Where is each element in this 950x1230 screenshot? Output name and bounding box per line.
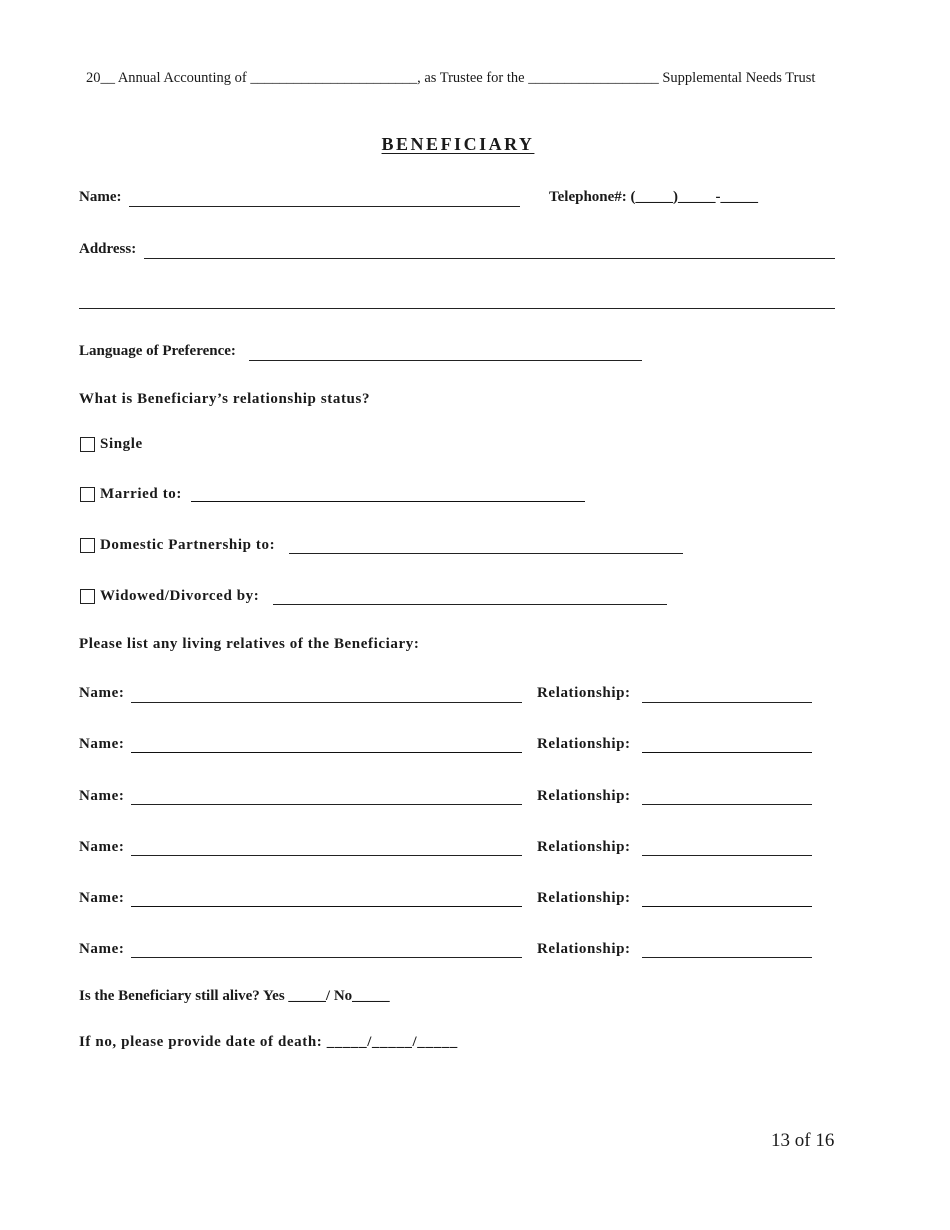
relative-name-label: Name: [79, 839, 125, 855]
page-number: 13 of 16 [771, 1130, 835, 1151]
relative-relationship-field[interactable] [642, 702, 812, 703]
domestic-partnership-field[interactable] [289, 553, 683, 554]
running-header: 20__ Annual Accounting of _______________________, as Trustee for the __________________ Supplemental Needs Trust [86, 70, 816, 86]
widowed-divorced-checkbox[interactable] [80, 589, 95, 604]
relative-relationship-field[interactable] [642, 804, 812, 805]
relative-relationship-label: Relationship: [537, 941, 631, 957]
telephone-label[interactable]: Telephone#: (_____)_____-_____ [549, 189, 759, 205]
relative-name-label: Name: [79, 890, 125, 906]
address-field-line-1[interactable] [144, 258, 835, 259]
address-field-line-2[interactable] [79, 308, 835, 309]
relative-relationship-label: Relationship: [537, 685, 631, 701]
relatives-prompt: Please list any living relatives of the Beneficiary: [79, 636, 420, 652]
relative-name-label: Name: [79, 736, 125, 752]
single-checkbox[interactable] [80, 437, 95, 452]
relative-name-field[interactable] [131, 804, 522, 805]
widowed-divorced-field[interactable] [273, 604, 667, 605]
relative-relationship-label: Relationship: [537, 890, 631, 906]
relative-relationship-field[interactable] [642, 855, 812, 856]
married-label: Married to: [100, 486, 182, 502]
relative-relationship-label: Relationship: [537, 839, 631, 855]
domestic-partnership-checkbox[interactable] [80, 538, 95, 553]
relative-name-label: Name: [79, 788, 125, 804]
single-label: Single [100, 436, 143, 452]
relative-relationship-label: Relationship: [537, 736, 631, 752]
relative-name-field[interactable] [131, 702, 522, 703]
language-label: Language of Preference: [79, 343, 236, 359]
language-field[interactable] [249, 360, 642, 361]
beneficiary-name-label: Name: [79, 189, 122, 205]
relative-name-field[interactable] [131, 906, 522, 907]
beneficiary-name-field[interactable] [129, 206, 520, 207]
page-title: BENEFICIARY [381, 134, 535, 154]
widowed-divorced-label: Widowed/Divorced by: [100, 588, 260, 604]
relationship-status-question: What is Beneficiary’s relationship status? [79, 391, 371, 407]
domestic-partnership-label: Domestic Partnership to: [100, 537, 276, 553]
relative-name-label: Name: [79, 685, 125, 701]
relative-name-field[interactable] [131, 957, 522, 958]
relative-name-label: Name: [79, 941, 125, 957]
relative-relationship-field[interactable] [642, 957, 812, 958]
relative-relationship-field[interactable] [642, 752, 812, 753]
married-to-field[interactable] [191, 501, 585, 502]
address-label: Address: [79, 241, 137, 257]
married-checkbox[interactable] [80, 487, 95, 502]
relative-name-field[interactable] [131, 752, 522, 753]
still-alive-question[interactable]: Is the Beneficiary still alive? Yes _____/ No_____ [79, 988, 390, 1004]
relative-name-field[interactable] [131, 855, 522, 856]
relative-relationship-field[interactable] [642, 906, 812, 907]
date-of-death-question[interactable]: If no, please provide date of death: _____/_____/_____ [79, 1034, 458, 1050]
relative-relationship-label: Relationship: [537, 788, 631, 804]
